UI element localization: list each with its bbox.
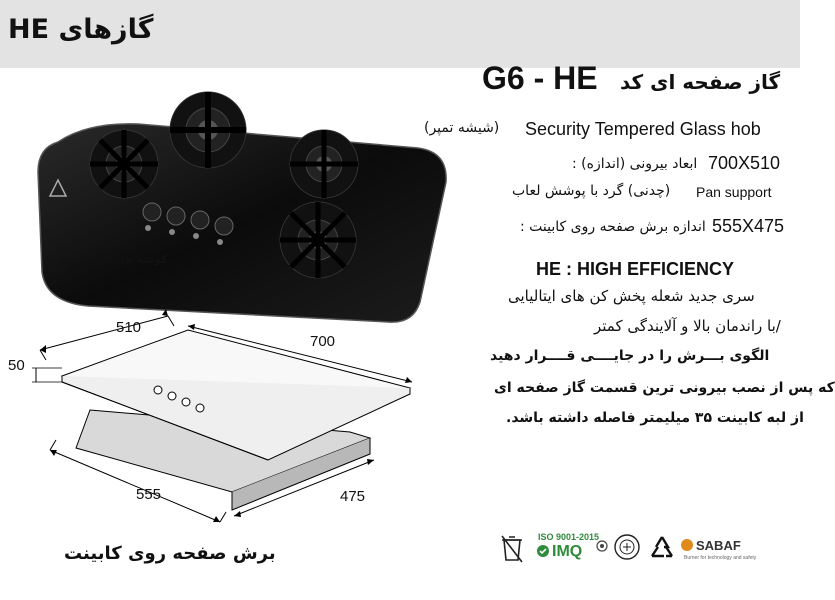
cutout-size-value: 555X475 [712,216,785,236]
dim-label-700: 700 [310,333,336,350]
glass-type-fa: (شیشه تمپر) [424,120,500,136]
imq-mark-icon [536,544,550,558]
sabaf-logo [680,538,760,568]
install-note-line-2: که پس از نصب بیرونی ترین قسمت گاز صفحه ای [494,380,835,396]
sabaf-mark-icon [680,538,694,552]
model-code: G6 - HE [482,60,598,96]
install-note-line-1: الگوی بـــرش را در جایــــی قــــرار دهید [490,348,770,364]
csq-mark-icon [596,540,608,552]
sabaf-tagline: Burner for technology and safety [684,555,757,561]
burner-right-front-icon [280,202,356,278]
cutout-size-label: اندازه برش صفحه روی کابینت : [520,219,706,235]
chamfered-corners-note: گوشه های پخ خورده [58,253,168,266]
pan-support-en: Pan support [696,184,772,200]
standard-seal-icon [614,534,640,560]
efficiency-line-1: سری جدید شعله پخش کن های ایتالیایی [508,287,755,305]
dim-label-555: 555 [136,486,162,503]
dimension-diagram [20,320,420,540]
burner-wok-icon [170,92,246,168]
efficiency-line-2: /با راندمان بالا و آلایندگی کمتر [594,317,781,335]
model-label: گاز صفحه ای کد [620,70,781,94]
pan-support-fa: (چدنی) گرد با پوشش لعاب [512,183,671,199]
imq-label: IMQ [552,543,583,560]
dim-label-510: 510 [116,319,142,336]
install-note-line-3: از لبه کابینت ۳۵ میلیمتر فاصله داشته باشد. [506,410,804,426]
iso-label: ISO 9001-2015 [538,532,600,542]
hob-product-image [28,92,468,332]
burner-right-back-icon [290,130,358,198]
iso-imq-badge [534,532,598,566]
efficiency-title: HE : HIGH EFFICIENCY [536,259,735,279]
recycling-bin-icon [500,534,524,564]
outer-size-value: 700X510 [708,153,781,173]
glass-type-en: Security Tempered Glass hob [525,119,761,139]
sabaf-label: SABAF [696,538,741,553]
dim-label-50: 50 [8,357,25,374]
outer-size-label: ابعاد بیرونی (اندازه) : [572,156,698,172]
page-title: گازهای HE [8,14,154,45]
cutout-caption: برش صفحه روی کابینت [64,543,276,564]
dim-label-475: 475 [340,488,366,505]
recycle-icon [648,534,676,562]
burner-small-left-icon [90,130,158,198]
